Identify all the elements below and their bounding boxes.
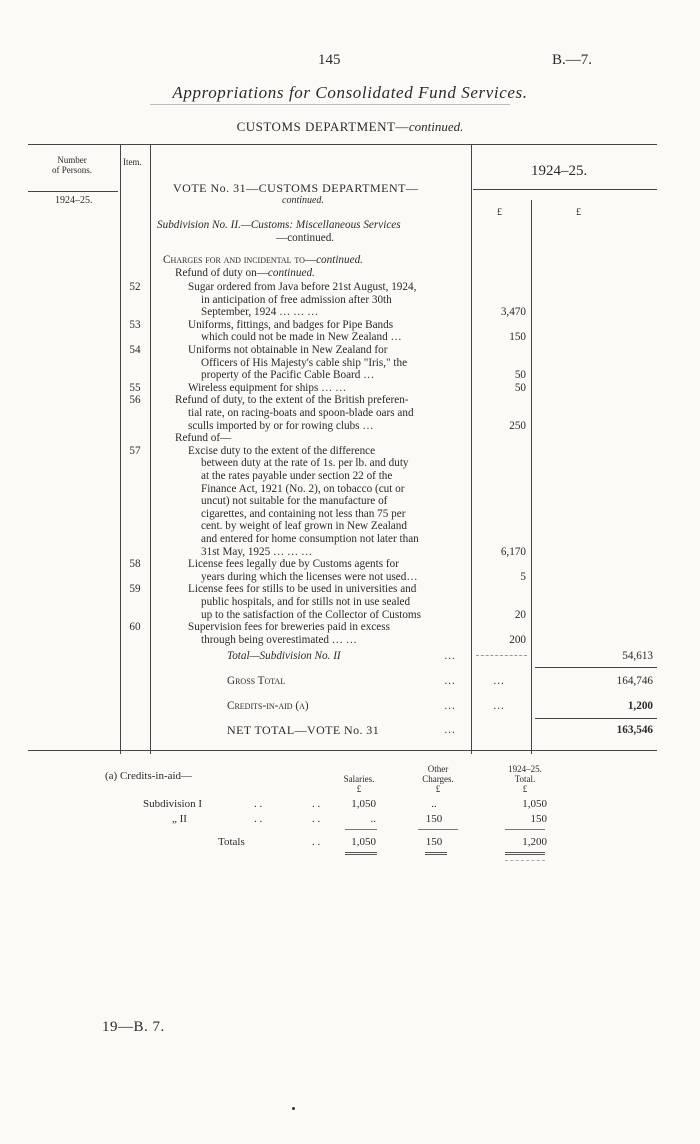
item-description-line: at the rates payable under section 22 of the bbox=[201, 470, 393, 482]
salaries-header-line-2: £ bbox=[356, 784, 362, 794]
salaries-header bbox=[337, 774, 381, 794]
persons-header-line-2: of Persons. bbox=[52, 165, 92, 175]
other-double-rule bbox=[425, 852, 447, 857]
item-description-line: Sugar ordered from Java before 21st August, 1924, bbox=[188, 281, 417, 293]
document-reference: B.—7. bbox=[552, 52, 593, 68]
gross-rule bbox=[535, 667, 657, 668]
item-amount: 50 bbox=[514, 381, 526, 394]
item-description-line: Excise duty to the extent of the difference bbox=[188, 444, 376, 457]
item-amount: 3,470 bbox=[500, 306, 526, 319]
credits-leaders: … bbox=[444, 700, 456, 712]
item-number: 59 bbox=[129, 583, 141, 596]
credits-totals-salaries: 1,050 bbox=[351, 836, 376, 848]
page-dot bbox=[292, 1107, 295, 1110]
item-number: 52 bbox=[129, 281, 141, 293]
subdivision-continued: —continued. bbox=[276, 232, 335, 244]
total-sum-rule bbox=[505, 829, 545, 830]
credits-in-aid-label: Credits-in-aid (a) bbox=[227, 700, 309, 712]
salaries-sum-rule bbox=[345, 829, 377, 830]
credits-totals-total: 1,200 bbox=[522, 836, 547, 848]
item-description-line: Officers of His Majesty's cable ship "Iris," the bbox=[201, 356, 408, 369]
item-description-line: cigarettes, and containing not less than 75 per bbox=[201, 507, 406, 520]
charges-heading-continued: continued. bbox=[316, 254, 363, 266]
item-amount: 250 bbox=[509, 419, 526, 432]
subdivision-total-label: Total—Subdivision No. II bbox=[227, 650, 341, 662]
gross-total-label: Gross Total bbox=[227, 675, 286, 687]
credits-row-salaries: 1,050 bbox=[351, 798, 376, 810]
net-rule bbox=[535, 718, 657, 719]
credits-row-label: „ II bbox=[172, 813, 187, 825]
credits-row-salaries: .. bbox=[370, 813, 376, 825]
item-description-line: which could not be made in New Zealand … bbox=[201, 331, 402, 344]
item-description-line: Refund of duty, to the extent of the British preferen- bbox=[175, 394, 409, 407]
item-amount: 150 bbox=[509, 331, 526, 344]
credits-totals-other: 150 bbox=[425, 836, 443, 848]
credits-table-label: (a) Credits-in-aid— bbox=[105, 770, 193, 782]
item-number: 55 bbox=[129, 381, 141, 394]
persons-header bbox=[52, 155, 92, 175]
persons-year: 1924–25. bbox=[55, 195, 93, 206]
persons-header-rule bbox=[28, 191, 118, 192]
total-header-line-2: Total. bbox=[514, 774, 536, 784]
department-continued: continued. bbox=[408, 119, 464, 134]
item-description-line: 31st May, 1925 … … … bbox=[201, 545, 313, 558]
item-amount: 200 bbox=[509, 633, 526, 646]
item-amount: 50 bbox=[514, 369, 526, 382]
table-bottom-rule bbox=[28, 750, 657, 751]
trailing-dash bbox=[505, 860, 545, 861]
salaries-header-line-1: Salaries. bbox=[343, 774, 375, 784]
credits-row-total: 1,050 bbox=[522, 798, 547, 810]
item-description-line: Supervision fees for breweries paid in excess bbox=[188, 621, 390, 634]
salaries-double-rule bbox=[345, 852, 377, 857]
refund-on-continued: continued. bbox=[267, 267, 315, 279]
item-number: 53 bbox=[129, 318, 141, 331]
item-number: 58 bbox=[129, 558, 141, 571]
total-header-line-3: £ bbox=[522, 784, 528, 794]
gross-total-leaders: … bbox=[444, 675, 456, 687]
charges-heading bbox=[163, 254, 363, 267]
other-header-line-1: Other bbox=[427, 764, 449, 774]
subdivision-title: Subdivision No. II.—Customs: Miscellaneous Services bbox=[157, 219, 401, 231]
amount-column-divider bbox=[531, 200, 532, 754]
credits-row-other: .. bbox=[431, 798, 437, 810]
item-description-line: Wireless equipment for ships … … bbox=[188, 381, 347, 394]
item-description-line: property of the Pacific Cable Board … bbox=[201, 369, 375, 382]
refund-on-main: Refund of duty on— bbox=[175, 267, 268, 279]
vote-title-continued: continued. bbox=[282, 195, 324, 206]
item-description-line: years during which the licenses were not used… bbox=[201, 570, 418, 583]
credits-row-other: 150 bbox=[425, 813, 443, 825]
net-total-amount: 163,546 bbox=[616, 724, 653, 736]
item-description-line: License fees legally due by Customs agents for bbox=[188, 558, 399, 571]
credits-row-leaders: . . bbox=[254, 813, 263, 825]
year-header-rule bbox=[473, 189, 657, 190]
page-heading: Appropriations for Consolidated Fund Services. bbox=[172, 83, 528, 102]
heading-rule bbox=[150, 104, 510, 105]
description-column-divider bbox=[471, 144, 472, 754]
table-top-rule bbox=[28, 144, 657, 145]
item-description-line: in anticipation of free admission after 30th bbox=[201, 293, 392, 306]
total-header-line-1: 1924–25. bbox=[508, 764, 542, 774]
credits-row-total: 150 bbox=[530, 813, 547, 825]
pound-sign-2: £ bbox=[576, 207, 581, 218]
credits-row-label: Subdivision I bbox=[143, 798, 202, 810]
item-number: 57 bbox=[129, 444, 141, 457]
net-total-label: NET TOTAL—VOTE No. 31 bbox=[227, 723, 380, 737]
item-description-line: Uniforms not obtainable in New Zealand for bbox=[188, 344, 388, 356]
other-charges-header bbox=[412, 764, 464, 794]
item-description-line: Refund of— bbox=[175, 432, 232, 445]
signature-mark: 19—B. 7. bbox=[102, 1019, 165, 1035]
item-description-line: License fees for stills to be used in universities and bbox=[188, 583, 417, 596]
persons-header-line-1: Number bbox=[57, 155, 87, 165]
subtotal-dash-rule bbox=[476, 655, 527, 656]
refund-on-heading bbox=[175, 267, 315, 280]
item-description-line: sculls imported by or for rowing clubs … bbox=[188, 419, 374, 432]
item-number: 60 bbox=[129, 621, 141, 634]
pound-sign-1: £ bbox=[497, 207, 502, 218]
other-header-line-2: Charges. bbox=[422, 774, 454, 784]
other-header-line-3: £ bbox=[435, 784, 441, 794]
credits-in-aid-amount: 1,200 bbox=[627, 700, 653, 712]
item-amount: 6,170 bbox=[500, 545, 526, 558]
subdivision-total-amount: 54,613 bbox=[622, 650, 653, 662]
item-header: Item. bbox=[123, 157, 142, 167]
item-description-line: through being overestimated … … bbox=[201, 633, 357, 646]
item-description-line: tial rate, on racing-boats and spoon-blade oars and bbox=[188, 407, 414, 419]
item-description-line: Uniforms, fittings, and badges for Pipe Bands bbox=[188, 318, 394, 331]
item-description-line: cent. by weight of leaf grown in New Zealand bbox=[201, 520, 407, 533]
item-description-line: Finance Act, 1921 (No. 2), on tobacco (cut or bbox=[201, 482, 405, 495]
item-amount: 20 bbox=[514, 608, 526, 621]
credits-row-leaders: . . bbox=[312, 813, 321, 825]
credits-totals-leaders: . . bbox=[312, 836, 321, 848]
charges-heading-main: Charges for and incidental to— bbox=[163, 254, 317, 266]
credits-row-leaders: . . bbox=[312, 798, 321, 810]
item-description-line: up to the satisfaction of the Collector of Customs bbox=[201, 608, 421, 621]
total-double-rule bbox=[505, 852, 545, 857]
total-header bbox=[497, 764, 553, 794]
gross-amount-leaders: … bbox=[493, 675, 505, 687]
item-description-line: September, 1924 … … … bbox=[201, 306, 319, 319]
credits-row-leaders: . . bbox=[254, 798, 263, 810]
credits-amount-leaders: … bbox=[493, 700, 505, 712]
department-heading bbox=[0, 119, 700, 135]
subdivision-total-leaders: … bbox=[444, 650, 456, 662]
year-header: 1924–25. bbox=[531, 163, 588, 179]
item-description-line: uncut) not suitable for the manufacture of bbox=[201, 495, 388, 508]
item-description-line: and entered for home consumption not later than bbox=[201, 533, 419, 545]
other-sum-rule bbox=[418, 829, 458, 830]
page-number: 145 bbox=[318, 52, 341, 68]
department-main: CUSTOMS DEPARTMENT— bbox=[236, 119, 409, 134]
item-number: 54 bbox=[129, 344, 141, 356]
item-description-line: public hospitals, and for stills not in use sealed bbox=[201, 596, 411, 608]
vote-title: VOTE No. 31—CUSTOMS DEPARTMENT— bbox=[173, 181, 419, 195]
gross-total-amount: 164,746 bbox=[616, 675, 653, 687]
net-total-leaders: … bbox=[444, 724, 456, 736]
item-amount: 5 bbox=[520, 570, 526, 583]
item-description-line: between duty at the rate of 1s. per lb. and duty bbox=[201, 457, 409, 470]
credits-totals-label: Totals bbox=[218, 836, 245, 848]
item-number: 56 bbox=[129, 394, 141, 407]
